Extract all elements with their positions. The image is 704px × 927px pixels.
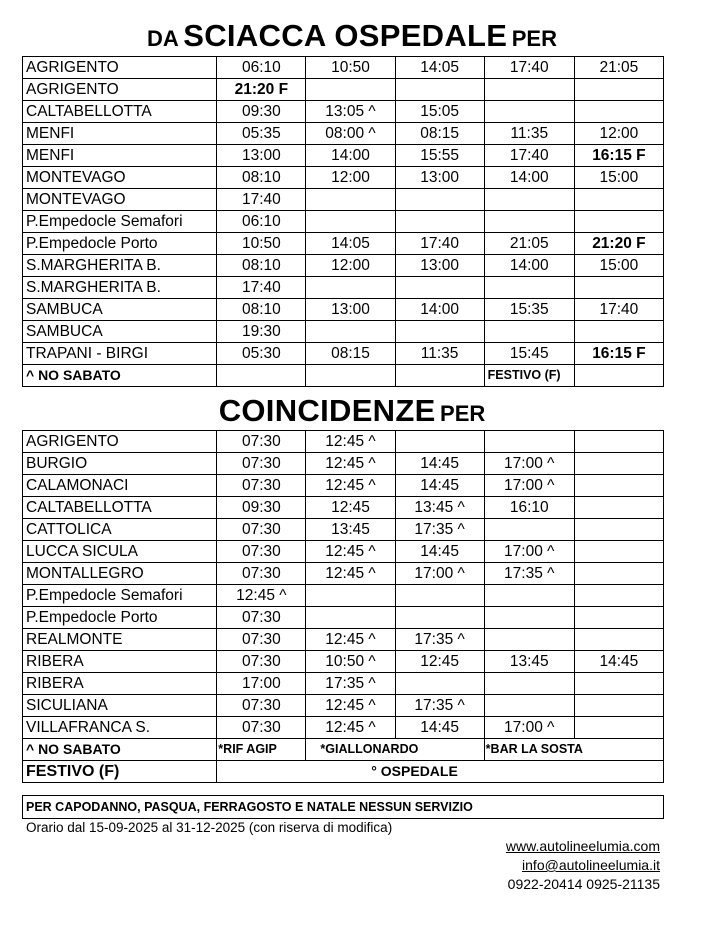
time-cell: 11:35 bbox=[395, 343, 484, 365]
time-cell: 15:45 bbox=[484, 343, 574, 365]
table-row bbox=[23, 79, 664, 101]
table-row bbox=[23, 717, 664, 739]
table-row bbox=[23, 101, 664, 123]
time-cell bbox=[484, 585, 574, 607]
time-cell: 05:35 bbox=[217, 123, 306, 145]
table-row bbox=[23, 453, 664, 475]
time-cell: 21:05 bbox=[574, 57, 663, 79]
legend-giallonardo: *GIALLONARDO bbox=[306, 739, 484, 761]
destination-cell: CALAMONACI bbox=[23, 475, 217, 497]
time-cell: 14:00 bbox=[395, 299, 484, 321]
table-row bbox=[23, 607, 664, 629]
time-cell: 12:45 ^ bbox=[306, 629, 395, 651]
table-row bbox=[23, 651, 664, 673]
destination-cell: SAMBUCA bbox=[23, 299, 217, 321]
time-cell: 13:45 bbox=[306, 519, 395, 541]
time-cell: 09:30 bbox=[217, 497, 306, 519]
email-link[interactable]: info@autolineelumia.it bbox=[522, 857, 660, 873]
time-cell: 14:45 bbox=[395, 717, 484, 739]
time-cell: 15:00 bbox=[574, 167, 663, 189]
table-row bbox=[23, 585, 664, 607]
time-cell bbox=[484, 673, 574, 695]
time-cell: 16:10 bbox=[484, 497, 574, 519]
time-cell: 13:45 bbox=[484, 651, 574, 673]
destination-cell: CALTABELLOTTA bbox=[23, 101, 217, 123]
time-cell bbox=[484, 277, 574, 299]
table-row bbox=[23, 277, 664, 299]
time-cell: 16:15 F bbox=[574, 145, 663, 167]
time-cell bbox=[574, 101, 663, 123]
time-cell bbox=[306, 79, 395, 101]
time-cell bbox=[574, 717, 663, 739]
time-cell: 12:45 ^ bbox=[306, 431, 395, 453]
table-row bbox=[23, 255, 664, 277]
time-cell bbox=[484, 431, 574, 453]
title-place: SCIACCA OSPEDALE bbox=[183, 18, 508, 53]
time-cell: 14:00 bbox=[484, 167, 574, 189]
time-cell: 12:45 ^ bbox=[306, 475, 395, 497]
time-cell: 07:30 bbox=[217, 695, 306, 717]
time-cell: 12:45 bbox=[395, 651, 484, 673]
time-cell: 13:00 bbox=[306, 299, 395, 321]
destination-cell: MONTEVAGO bbox=[23, 189, 217, 211]
time-cell bbox=[395, 79, 484, 101]
table-row bbox=[23, 299, 664, 321]
table-row bbox=[23, 211, 664, 233]
time-cell: 13:00 bbox=[395, 167, 484, 189]
destination-cell: VILLAFRANCA S. bbox=[23, 717, 217, 739]
time-cell: 17:35 ^ bbox=[395, 695, 484, 717]
table-row bbox=[23, 563, 664, 585]
time-cell: 21:20 F bbox=[217, 79, 306, 101]
time-cell: 17:40 bbox=[574, 299, 663, 321]
destination-cell: P.Empedocle Porto bbox=[23, 607, 217, 629]
time-cell: 14:05 bbox=[395, 57, 484, 79]
time-cell bbox=[484, 519, 574, 541]
time-cell: 10:50 bbox=[306, 57, 395, 79]
destination-cell: S.MARGHERITA B. bbox=[23, 277, 217, 299]
destination-cell: RIBERA bbox=[23, 673, 217, 695]
time-cell: 07:30 bbox=[217, 541, 306, 563]
destination-cell: CATTOLICA bbox=[23, 519, 217, 541]
time-cell bbox=[484, 189, 574, 211]
title-da: DA bbox=[147, 26, 179, 51]
legend-no-sabato: ^ NO SABATO bbox=[23, 365, 217, 387]
time-cell bbox=[395, 673, 484, 695]
time-cell: 07:30 bbox=[217, 607, 306, 629]
time-cell: 14:00 bbox=[306, 145, 395, 167]
time-cell bbox=[484, 607, 574, 629]
phone-numbers: 0922-20414 0925-21135 bbox=[507, 876, 660, 892]
legend-festivo: FESTIVO (F) bbox=[484, 365, 574, 387]
legend-row bbox=[23, 739, 664, 761]
destination-cell: MENFI bbox=[23, 123, 217, 145]
destination-cell: P.Empedocle Semafori bbox=[23, 211, 217, 233]
departures-table bbox=[22, 56, 664, 387]
destination-cell: MONTEVAGO bbox=[23, 167, 217, 189]
time-cell: 12:45 bbox=[306, 497, 395, 519]
time-cell: 08:10 bbox=[217, 255, 306, 277]
time-cell: 05:30 bbox=[217, 343, 306, 365]
time-cell: 08:15 bbox=[395, 123, 484, 145]
time-cell: 08:10 bbox=[217, 167, 306, 189]
time-cell: 10:50 bbox=[217, 233, 306, 255]
time-cell: 10:50 ^ bbox=[306, 651, 395, 673]
time-cell: 14:45 bbox=[395, 453, 484, 475]
destination-cell: AGRIGENTO bbox=[23, 57, 217, 79]
time-cell: 07:30 bbox=[217, 717, 306, 739]
time-cell: 14:45 bbox=[395, 475, 484, 497]
time-cell: 12:00 bbox=[574, 123, 663, 145]
holiday-note-table bbox=[22, 795, 664, 819]
website-link[interactable]: www.autolineelumia.com bbox=[505, 838, 660, 854]
time-cell: 07:30 bbox=[217, 629, 306, 651]
title-per: PER bbox=[511, 26, 557, 51]
time-cell bbox=[306, 585, 395, 607]
destination-cell: P.Empedocle Semafori bbox=[23, 585, 217, 607]
time-cell: 12:45 ^ bbox=[306, 563, 395, 585]
table-row bbox=[23, 233, 664, 255]
time-cell: 12:45 ^ bbox=[306, 695, 395, 717]
time-cell: 14:45 bbox=[395, 541, 484, 563]
legend-festivo: FESTIVO (F) bbox=[23, 761, 217, 783]
time-cell: 19:30 bbox=[217, 321, 306, 343]
time-cell bbox=[574, 541, 663, 563]
time-cell: 13:00 bbox=[395, 255, 484, 277]
legend-row bbox=[23, 761, 664, 783]
table-row bbox=[23, 57, 664, 79]
destination-cell: REALMONTE bbox=[23, 629, 217, 651]
time-cell: 12:00 bbox=[306, 255, 395, 277]
time-cell bbox=[484, 101, 574, 123]
time-cell: 17:40 bbox=[217, 189, 306, 211]
time-cell bbox=[306, 277, 395, 299]
time-cell: 14:00 bbox=[484, 255, 574, 277]
time-cell bbox=[574, 497, 663, 519]
destination-cell: P.Empedocle Porto bbox=[23, 233, 217, 255]
time-cell bbox=[484, 321, 574, 343]
time-cell: 15:00 bbox=[574, 255, 663, 277]
time-cell bbox=[395, 277, 484, 299]
time-cell: 17:40 bbox=[484, 145, 574, 167]
time-cell: 15:55 bbox=[395, 145, 484, 167]
time-cell bbox=[574, 431, 663, 453]
page-title bbox=[0, 18, 704, 54]
time-cell bbox=[574, 563, 663, 585]
time-cell: 14:05 bbox=[306, 233, 395, 255]
connections-table bbox=[22, 430, 664, 783]
time-cell: 06:10 bbox=[217, 211, 306, 233]
table-row bbox=[23, 167, 664, 189]
time-cell: 16:15 F bbox=[574, 343, 663, 365]
table-row bbox=[23, 695, 664, 717]
destination-cell: RIBERA bbox=[23, 651, 217, 673]
time-cell bbox=[574, 277, 663, 299]
time-cell: 13:05 ^ bbox=[306, 101, 395, 123]
destination-cell: S.MARGHERITA B. bbox=[23, 255, 217, 277]
table-row bbox=[23, 431, 664, 453]
time-cell: 17:00 ^ bbox=[395, 563, 484, 585]
time-cell: 07:30 bbox=[217, 453, 306, 475]
destination-cell: MENFI bbox=[23, 145, 217, 167]
time-cell: 21:05 bbox=[484, 233, 574, 255]
time-cell: 07:30 bbox=[217, 651, 306, 673]
time-cell bbox=[306, 211, 395, 233]
time-cell: 21:20 F bbox=[574, 233, 663, 255]
time-cell bbox=[395, 585, 484, 607]
time-cell bbox=[395, 211, 484, 233]
time-cell bbox=[395, 431, 484, 453]
section-title-coincidenze: COINCIDENZE bbox=[218, 393, 436, 428]
destination-cell: LUCCA SICULA bbox=[23, 541, 217, 563]
time-cell: 17:00 ^ bbox=[484, 717, 574, 739]
time-cell: 17:40 bbox=[395, 233, 484, 255]
section-title-per: PER bbox=[440, 401, 486, 426]
holiday-note: PER CAPODANNO, PASQUA, FERRAGOSTO E NATALE NESSUN SERVIZIO bbox=[23, 796, 664, 819]
time-cell bbox=[574, 585, 663, 607]
validity-note: Orario dal 15-09-2025 al 31-12-2025 (con riserva di modifica) bbox=[26, 820, 393, 835]
time-cell bbox=[574, 607, 663, 629]
time-cell bbox=[574, 189, 663, 211]
time-cell bbox=[395, 189, 484, 211]
time-cell bbox=[484, 629, 574, 651]
table-row bbox=[23, 343, 664, 365]
time-cell: 08:10 bbox=[217, 299, 306, 321]
time-cell bbox=[574, 475, 663, 497]
legend-row bbox=[23, 365, 664, 387]
time-cell bbox=[484, 695, 574, 717]
time-cell: 17:00 bbox=[217, 673, 306, 695]
table-row bbox=[23, 673, 664, 695]
table-row bbox=[23, 519, 664, 541]
time-cell: 17:35 ^ bbox=[484, 563, 574, 585]
time-cell: 12:00 bbox=[306, 167, 395, 189]
time-cell: 07:30 bbox=[217, 519, 306, 541]
time-cell: 07:30 bbox=[217, 563, 306, 585]
time-cell: 17:35 ^ bbox=[395, 629, 484, 651]
time-cell: 12:45 ^ bbox=[306, 717, 395, 739]
section-title bbox=[0, 392, 704, 430]
destination-cell: SICULIANA bbox=[23, 695, 217, 717]
time-cell: 12:45 ^ bbox=[217, 585, 306, 607]
time-cell bbox=[574, 211, 663, 233]
time-cell bbox=[484, 211, 574, 233]
table-row bbox=[23, 475, 664, 497]
legend-no-sabato: ^ NO SABATO bbox=[23, 739, 217, 761]
time-cell: 07:30 bbox=[217, 431, 306, 453]
time-cell bbox=[395, 321, 484, 343]
time-cell: 07:30 bbox=[217, 475, 306, 497]
table-row bbox=[23, 321, 664, 343]
time-cell bbox=[574, 321, 663, 343]
time-cell bbox=[574, 453, 663, 475]
time-cell: 08:15 bbox=[306, 343, 395, 365]
time-cell bbox=[574, 629, 663, 651]
time-cell: 15:05 bbox=[395, 101, 484, 123]
legend-ospedale: ° OSPEDALE bbox=[217, 761, 664, 783]
destination-cell: SAMBUCA bbox=[23, 321, 217, 343]
time-cell bbox=[395, 607, 484, 629]
time-cell: 06:10 bbox=[217, 57, 306, 79]
table-row bbox=[23, 145, 664, 167]
time-cell: 17:00 ^ bbox=[484, 475, 574, 497]
table-row bbox=[23, 123, 664, 145]
time-cell: 17:00 ^ bbox=[484, 453, 574, 475]
legend-rif-agip: *RIF AGIP bbox=[217, 739, 306, 761]
time-cell bbox=[574, 673, 663, 695]
time-cell: 11:35 bbox=[484, 123, 574, 145]
time-cell bbox=[574, 695, 663, 717]
time-cell bbox=[484, 79, 574, 101]
time-cell: 08:00 ^ bbox=[306, 123, 395, 145]
time-cell: 15:35 bbox=[484, 299, 574, 321]
time-cell bbox=[574, 79, 663, 101]
time-cell bbox=[306, 189, 395, 211]
time-cell: 17:00 ^ bbox=[484, 541, 574, 563]
time-cell bbox=[306, 607, 395, 629]
time-cell: 12:45 ^ bbox=[306, 453, 395, 475]
destination-cell: AGRIGENTO bbox=[23, 79, 217, 101]
time-cell: 14:45 bbox=[574, 651, 663, 673]
time-cell: 17:35 ^ bbox=[395, 519, 484, 541]
legend-bar-la-sosta: *BAR LA SOSTA bbox=[484, 739, 663, 761]
destination-cell: BURGIO bbox=[23, 453, 217, 475]
table-row bbox=[23, 497, 664, 519]
time-cell bbox=[306, 321, 395, 343]
time-cell: 17:35 ^ bbox=[306, 673, 395, 695]
table-row bbox=[23, 629, 664, 651]
time-cell: 17:40 bbox=[217, 277, 306, 299]
time-cell: 09:30 bbox=[217, 101, 306, 123]
destination-cell: TRAPANI - BIRGI bbox=[23, 343, 217, 365]
destination-cell: MONTALLEGRO bbox=[23, 563, 217, 585]
time-cell: 12:45 ^ bbox=[306, 541, 395, 563]
time-cell: 17:40 bbox=[484, 57, 574, 79]
table-row bbox=[23, 189, 664, 211]
table-row bbox=[23, 541, 664, 563]
destination-cell: CALTABELLOTTA bbox=[23, 497, 217, 519]
time-cell: 13:00 bbox=[217, 145, 306, 167]
time-cell: 13:45 ^ bbox=[395, 497, 484, 519]
time-cell bbox=[574, 519, 663, 541]
destination-cell: AGRIGENTO bbox=[23, 431, 217, 453]
